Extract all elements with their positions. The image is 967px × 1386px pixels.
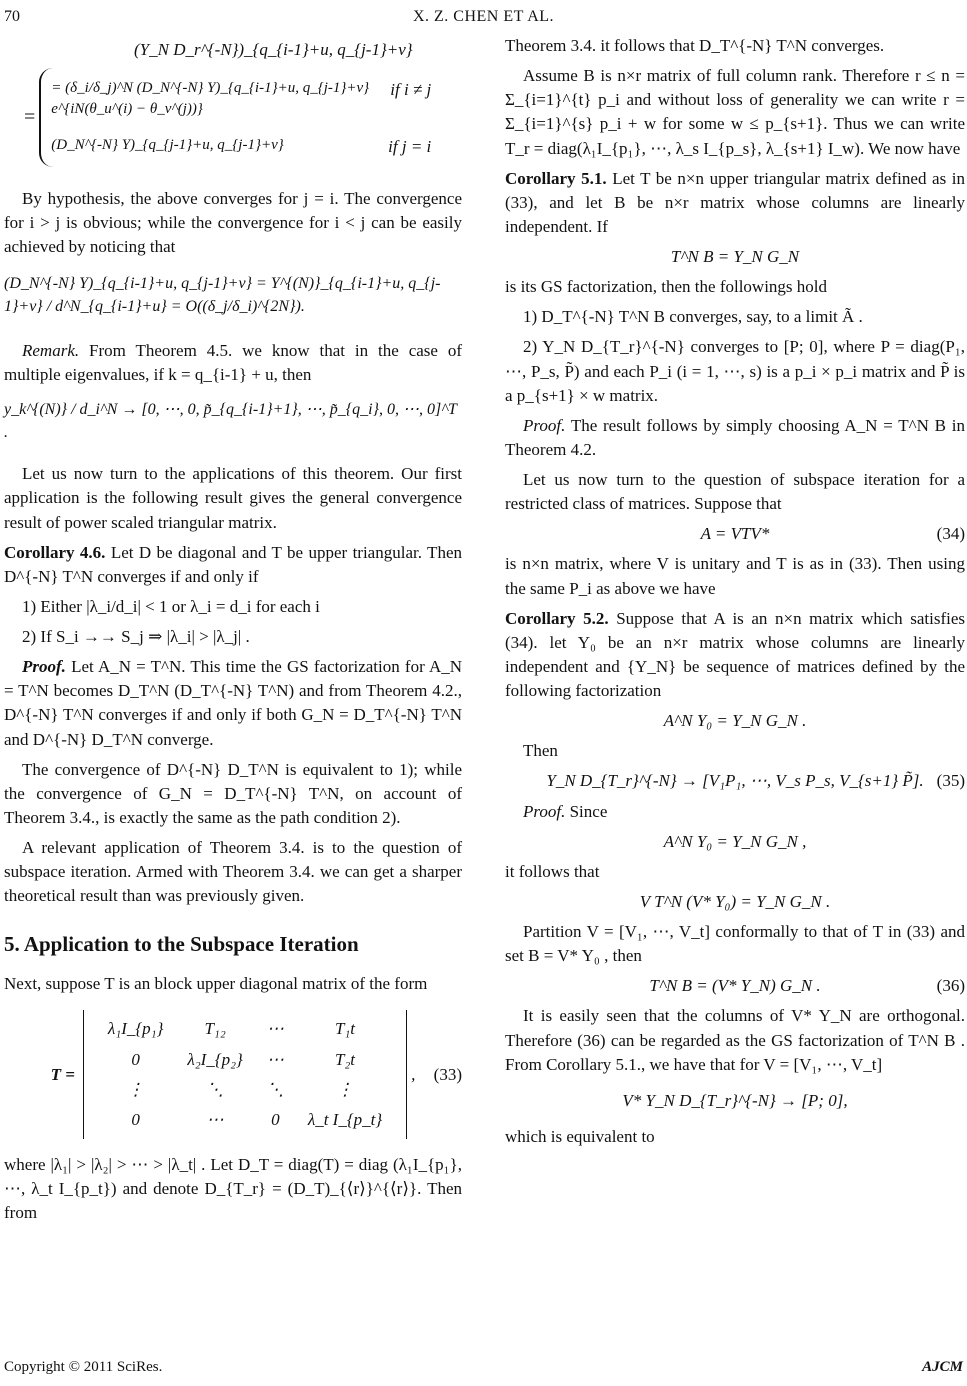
matrix-row [96, 1105, 394, 1135]
matrix-cell: λ₂I_{p₂} [187, 1049, 243, 1069]
case2-expression: (D_N^{-N} Y)_{q_{j-1}+u, q_{j-1}+v} [51, 136, 284, 153]
matrix-cell: ⋮ [336, 1079, 354, 1099]
paragraph: where |λ₁| > |λ₂| > ⋯ > |λ_t| . Let D_T = diag(T) = diag (λ₁I_{p₁}, ⋯, λ_t I_{p_t}) and denote D_{T_r} = (D_T)_{⟨r⟩}^{⟨r⟩}. Then from [4, 1154, 462, 1223]
equation-vt: V T^N (V* Y₀) = Y_N G_N . [639, 891, 831, 911]
matrix-cell: T₁t [334, 1019, 356, 1039]
equation-remark: y_k^{(N)} / d_i^N → [0, ⋯, 0, p̃_{q_{i-1}+1}, ⋯, p̃_{q_i}, 0, ⋯, 0]^T . [4, 400, 457, 441]
case2-condition: if j = i [388, 136, 432, 156]
matrix-cell: T₁₂ [204, 1019, 226, 1039]
equation-number: (36) [936, 976, 965, 996]
proof-label: Proof. [22, 657, 66, 677]
proof-label: Proof. [523, 415, 566, 435]
paragraph: Assume B is n×r matrix of full column rank. Therefore r ≤ n = Σ_{i=1}^{t} p_i and without loss of generality we can write r = Σ_{i=1}^{s} p_i + w for some w ≤ p_{s+1}. Thus we can write T_r = diag(λ₁I_{p₁}, ⋯, λ_s I_{p_s}, λ_{s+1} I_w). We now have [505, 66, 965, 158]
equation-number: (33) [433, 1064, 462, 1084]
equation-34-body: A = VTV* [700, 524, 770, 544]
equation-top-lhs: (Y_N D_r^{-N})_{q_{i-1}+u, q_{j-1}+v} [134, 40, 413, 59]
corollary-5-1-label: Corollary 5.1. [505, 168, 607, 188]
paragraph: it follows that [505, 861, 600, 881]
equation-34 [505, 522, 965, 546]
paragraph: By hypothesis, the above converges for j = i. The convergence for i > j is obvious; while the convergence for i < j can be easily achieved by noticing that [4, 188, 462, 257]
paragraph: Partition V = [V₁, ⋯, V_t] conformally to that of T in (33) and set B = V* Y₀ , then [505, 922, 965, 966]
equation-convergence: (D_N^{-N} Y)_{q_{i-1}+u, q_{j-1}+v} = Y^{(N)}_{q_{i-1}+u, q_{j-1}+v} / d^N_{q_{i-1}+u} = O((δ_j/δ_i)^{2N}). [4, 275, 441, 315]
matrix-cell: 0 [131, 1109, 140, 1129]
proof-text: Since [569, 801, 608, 821]
paragraph: Next, suppose T is an block upper diagonal matrix of the form [4, 974, 428, 994]
matrix-cell: T₂t [334, 1049, 356, 1069]
cases-brace [39, 68, 441, 167]
section-title: 5. Application to the Subspace Iteration [4, 932, 359, 957]
case1-expression: = (δ_i/δ_j)^N (D_N^{-N} Y)_{q_{i-1}+u, q_{j-1}+v} e^{iN(θ_u^(i) − θ_v^(j))} [51, 80, 370, 118]
proof-text: The result follows by simply choosing A_N = T^N B in Theorem 4.2. [505, 415, 965, 459]
equation-cases: = = (δ_i/δ_j)^N (D_N^{-N} Y)_{q_{i-1}+u, q_{j-1}+v} e^{iN(θ_u^(i) − θ_v^(j))} if i ≠ j (D_N^{-N} Y)_{q_{j-1}+u, q_{j-1}+v} if j = i [4, 68, 462, 167]
block-matrix [83, 1010, 407, 1139]
paragraph: Let us now turn to the applications of this theorem. Our first application is the following result gives the general convergence result of power scaled triangular matrix. [4, 464, 462, 532]
matrix-cell: ⋱ [206, 1079, 224, 1099]
equation-a1: A^N Y₀ = Y_N G_N . [663, 711, 807, 731]
corollary-4-6-condition-1: 1) Either |λ_i/d_i| < 1 or λ_i = d_i for each i [22, 596, 320, 616]
remark-text: From Theorem 4.5. we know that in the case of multiple eigenvalues, if k = q_{i-1} + u, then [4, 340, 463, 384]
matrix-cell: λ₁I_{p₁} [107, 1019, 164, 1039]
matrix-cell: 0 [271, 1109, 280, 1129]
paragraph: which is equivalent to [505, 1126, 655, 1146]
equation-number: (34) [936, 524, 965, 544]
proof-text: Let A_N = T^N. This time the GS factorization for A_N = T^N becomes D_T^N (D_T^{-N} T^N) and from Theorem 4.2., D^{-N} T^N converges if and only if both G_N = D_T^{-N} T^N and D^{-N} D_T^N converge. [4, 657, 463, 749]
matrix-table [96, 1014, 394, 1135]
left-column [4, 34, 462, 1231]
footer [0, 1357, 967, 1379]
equation-number: (35) [936, 771, 965, 791]
corollary-5-2-text: Suppose that A is an n×n matrix which satisfies (34). let Y₀ be an n×r matrix whose columns are linearly independent and {Y_N} be sequence of matrices defined by the following factorization [505, 608, 966, 700]
running-head-authors: X. Z. CHEN ET AL. [412, 8, 555, 25]
proof-label: Proof. [523, 801, 566, 821]
equation-36 [505, 974, 965, 998]
case1-condition: if i ≠ j [390, 80, 432, 100]
running-header [0, 6, 967, 30]
paragraph: Theorem 3.4. it follows that D_T^{-N} T^N converges. [505, 36, 885, 55]
corollary-5-1-item-1: 1) D_T^{-N} T^N B converges, say, to a limit Ã . [523, 307, 863, 327]
matrix-cell: ⋱ [266, 1079, 284, 1099]
corollary-4-6-label: Corollary 4.6. [4, 542, 106, 562]
equation-last: V* Y_N D_{T_r}^{-N} → [P; 0], [622, 1090, 848, 1110]
matrix-cell: 0 [131, 1049, 140, 1069]
equation-36-body: T^N B = (V* Y_N) G_N . [649, 976, 821, 996]
corollary-5-1-text: Let T be n×n upper triangular matrix defined as in (33), and let B be n×r matrix whose columns are linearly independent. If [505, 168, 965, 236]
matrix-cell: ⋯ [266, 1019, 284, 1039]
corollary-5-1-item-2: 2) Y_N D_{T_r}^{-N} converges to [P; 0], where P = diag(P₁, ⋯, P_s, P̃) and each P_i (i = 1, ⋯, s) is a p_i × p_i matrix and P̃ is a p_{s+1} × w matrix. [505, 337, 965, 405]
matrix-cell: ⋯ [266, 1049, 284, 1069]
copyright: Copyright © 2011 SciRes. [4, 1359, 163, 1375]
matrix-cell: ⋯ [206, 1109, 224, 1129]
remark-label: Remark. [22, 340, 80, 360]
paragraph: is its GS factorization, then the followings hold [505, 277, 828, 297]
paragraph: It is easily seen that the columns of V* Y_N are orthogonal. Therefore (36) can be regarded as the GS factorization of T^N B . From Corollary 5.1., we have that for V = [V₁, ⋯, V_t] [505, 1006, 965, 1074]
equation-35-body: Y_N D_{T_r}^{-N} → [V₁P₁, ⋯, V_s P_s, V_{s+1} P̃]. [546, 771, 924, 791]
matrix-row [96, 1014, 394, 1044]
matrix-lhs: T = [50, 1064, 75, 1084]
equation-tb: T^N B = Y_N G_N [670, 247, 800, 266]
then-label: Then [523, 741, 558, 761]
corollary-4-6-condition-2: 2) If S_i →→ S_j ⇒ |λ_i| > |λ_j| . [22, 627, 250, 647]
right-column [505, 34, 965, 1155]
journal-name: AJCM [922, 1359, 963, 1375]
paragraph: Let us now turn to the question of subspace iteration for a restricted class of matrices. Suppose that [505, 470, 965, 514]
matrix-cell: ⋮ [127, 1079, 145, 1099]
matrix-row [96, 1045, 394, 1075]
equation-33: T = λ₁I_{p₁} T₁₂ ⋯ T₁t 0 λ₂I_{p₂} ⋯ T₂t ⋮ ⋱ ⋱ ⋮ 0 ⋯ 0 λ_t I_{p_t} , (33) [4, 1010, 462, 1139]
equation-a2: A^N Y₀ = Y_N G_N , [663, 831, 807, 851]
page-number: 70 [4, 8, 20, 25]
corollary-5-2-label: Corollary 5.2. [505, 608, 609, 628]
paragraph: The convergence of D^{-N} D_T^N is equivalent to 1); while the convergence of G_N = D_T^{-N} T^N, on account of Theorem 3.4., is exactly the same as the path condition 2). [4, 759, 462, 827]
equation-35 [505, 769, 965, 793]
paragraph: A relevant application of Theorem 3.4. is to the question of subspace iteration. Armed with Theorem 3.4. we can get a sharper theoretical result than was previously given. [4, 838, 462, 906]
matrix-row [96, 1075, 394, 1105]
paragraph: is n×n matrix, where V is unitary and T is as in (33). Then using the same P_i as above we have [505, 554, 965, 598]
matrix-cell: λ_t I_{p_t} [307, 1109, 383, 1129]
corollary-4-6-text: Let D be diagonal and T be upper triangular. Then D^{-N} T^N converges if and only if [4, 542, 462, 586]
